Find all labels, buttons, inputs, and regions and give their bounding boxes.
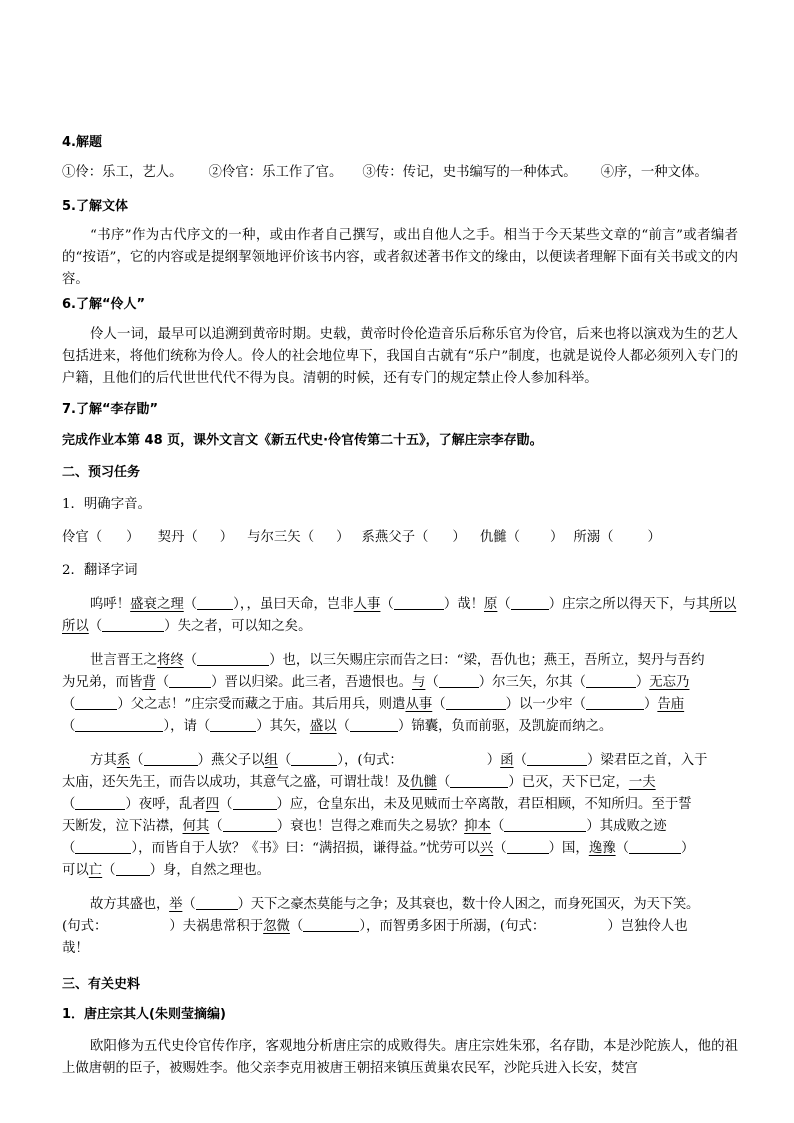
passage-line: 方其系（ ）燕父子以组（ ），(句式： ）函（ ）梁君臣之首，入于 xyxy=(90,753,708,768)
pinyin-word: 契丹 xyxy=(157,530,185,545)
section-5-paragraph: “书序”作为古代序文的一种，或由作者自己撰写，或出自他人之手。相当于今天某些文章的“前言”或者编者的“按语”，它的内容或是提纲挈领地评价该书内容，或者叙述著书作文的缘由，以便读者理解下面有关书或文的内容。 xyxy=(62,228,738,287)
passage-line: 世言晋王之将终（ ）也，以三矢赐庄宗而告之曰：“梁，吾仇也；燕王，吾所立，契丹与吾约 xyxy=(90,653,705,668)
passage-line: 哉！ xyxy=(62,941,89,956)
item-3: ③传：传记，史书编写的一种体式。 xyxy=(362,165,577,180)
section-6-paragraph: 伶人一词，最早可以追溯到黄帝时期。史载，黄帝时伶伦造音乐后称乐官为伶官，后来也将以演戏为生的艺人包括进来，将他们统称为伶人。伶人的社会地位卑下，我国自古就有“乐户”制度，也就是说伶人都必须列入专门的户籍，且他们的后代世世代代不得为良。清朝的时候，还有专门的规定禁止伶人参加科举。 xyxy=(62,327,738,386)
passage-line: 为兄弟，而皆背（ ）晋以归梁。此三者，吾遗恨也。与（ ）尔三矢，尔其（ ）无忘乃 xyxy=(62,675,690,690)
question-1: 1．明确字音。 xyxy=(62,497,151,512)
pinyin-word: 系燕父子 xyxy=(361,530,416,545)
part-3-paragraph: 欧阳修为五代史伶官传作序，客观地分析唐庄宗的成败得失。唐庄宗姓朱邪，名存勖，本是沙陀族人，他的祖上做唐朝的臣子，被赐姓李。他父亲李克用被唐王朝招来镇压黄巢农民军，沙陀兵进入长安，焚宫 xyxy=(62,1039,738,1076)
part-3-subheading: 1．唐庄宗其人(朱则莹摘编) xyxy=(62,1007,226,1022)
item-4: ④序，一种文体。 xyxy=(600,165,708,180)
passage-line: （ ）父之志！”庄宗受而藏之于庙。其后用兵，则遣从事（ ）以一少牢（ ）告庙 xyxy=(62,697,685,712)
pinyin-word: 伶官 xyxy=(62,530,89,545)
passage-line: （ ）夜呼，乱者四（ ）应，仓皇东出，未及见贼而士卒离散，君臣相顾，不知所归。至于誓 xyxy=(62,797,692,812)
section-4-heading: 4.解题 xyxy=(62,135,102,150)
passage-line: （ ），而皆自于人欤？《书》曰：“满招损，谦得益。”忧劳可以兴（ ）国，逸豫（ ） xyxy=(62,841,695,856)
part-3-heading: 三、有关史料 xyxy=(62,977,141,992)
passage-line: 太庙，还矢先王，而告以成功，其意气之盛，可谓壮哉！及仇雠（ ）已灭，天下已定，一夫 xyxy=(62,775,656,790)
homework-task: 完成作业本第 48 页，课外文言文《新五代史·伶官传第二十五》，了解庄宗李存勖。 xyxy=(62,433,543,448)
passage-line: 所以（ ）失之者，可以知之矣。 xyxy=(62,619,312,634)
passage-line: 呜呼！盛衰之理（ ），，虽曰天命，岂非人事（ ）哉！原（ ）庄宗之所以得天下，与其所以 xyxy=(90,597,737,612)
pinyin-word: 所溺 xyxy=(573,530,601,545)
pinyin-word: 仇雠 xyxy=(479,530,507,545)
question-2: 2．翻译字词 xyxy=(62,563,138,578)
item-2: ②伶官：乐工作了官。 xyxy=(208,165,343,180)
pinyin-row: 伶官（ ） 契丹（ ） 与尔三矢（ ） 系燕父子（ ） 仇雠（ ） 所溺（ ） xyxy=(62,530,661,545)
passage-line: 故方其盛也，举（ ）天下之豪杰莫能与之争；及其衰也，数十伶人困之，而身死国灭，为天下笑。 xyxy=(90,897,700,912)
section-5-heading: 5.了解文体 xyxy=(62,199,128,214)
passage-line: （ ），请（ ）其矢，盛以（ ）锦囊，负而前驱，及凯旋而纳之。 xyxy=(62,719,613,734)
section-7-heading: 7.了解“李存勖” xyxy=(62,402,159,417)
section-6-heading: 6.了解“伶人” xyxy=(62,297,146,312)
passage-line: 可以亡（ ）身，自然之理也。 xyxy=(62,863,271,878)
item-1: ①伶：乐工，艺人。 xyxy=(62,165,183,180)
pinyin-word: 与尔三矢 xyxy=(247,530,301,545)
part-2-heading: 二、预习任务 xyxy=(62,465,141,480)
passage-line: (句式： ）夫祸患常积于忽微（ ），而智勇多困于所溺，(句式： ）岂独伶人也 xyxy=(62,919,688,934)
section-4-items xyxy=(62,162,738,184)
passage-line: 天断发，泣下沾襟，何其（ ）衰也！岂得之难而失之易欤？抑本（ ）其成败之迹 xyxy=(62,819,667,834)
